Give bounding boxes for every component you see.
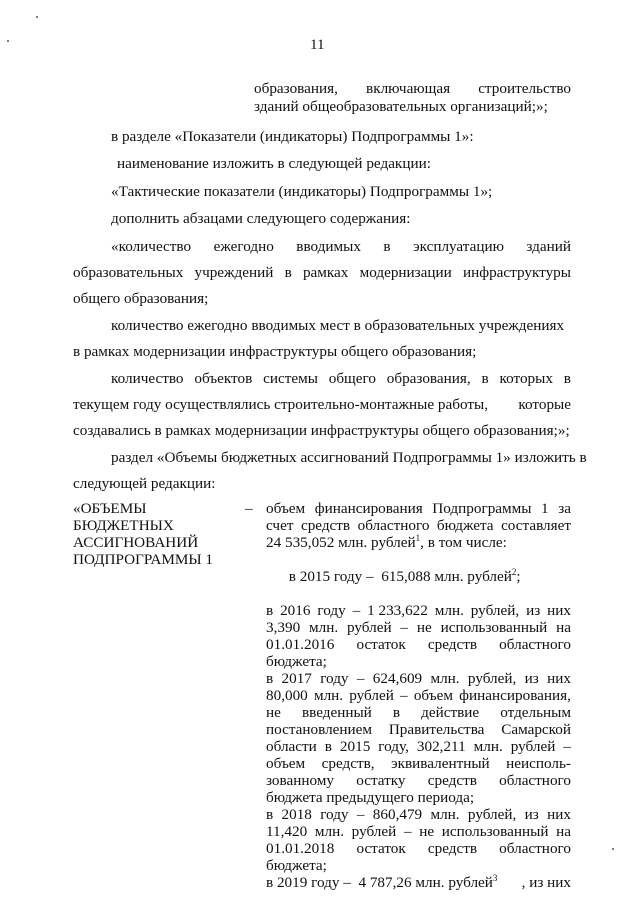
paragraph-line: «количество ежегодно вводимых в эксплуатацию зданий [111,238,571,255]
scan-speck [36,16,38,18]
right-line: 01.01.2016 остаток средств областного [266,636,571,653]
right-line: бюджета предыдущего периода; [266,789,475,806]
table-left-label: «ОБЪЕМЫ БЮДЖЕТНЫХ АССИГНОВАНИЙ ПОДПРОГРАММЫ 1 [73,500,214,568]
right-line: зованному остатку средств областного [266,772,571,789]
right-line: бюджета; [266,653,327,670]
right-line: 24 535,052 млн. рублей$^1$, в том числе: [266,532,507,551]
paragraph-line: создавались в рамках модернизации инфраструктуры общего образования;»; [73,422,570,439]
right-line: счет средств областного бюджета составляет [266,517,571,534]
right-line: в 2019 году – 4 787,26 млн. рублей$^3$ , из них [266,872,571,891]
right-line: постановлением Правительства Самарской [266,721,571,738]
right-line: в 2018 году – 860,479 млн. рублей, из них [266,806,571,823]
paragraph: в разделе «Показатели (индикаторы) Подпрограммы 1»: [111,128,474,145]
continuation-line-2: зданий общеобразовательных организаций;»; [254,98,548,115]
paragraph: наименование изложить в следующей редакции: [117,155,431,172]
paragraph-line: общего образования; [73,290,209,307]
paragraph-line: раздел «Объемы бюджетных ассигнований Подпрограммы 1» изложить в [111,449,587,466]
right-line: 11,420 млн. рублей – не использованный на [266,823,571,840]
paragraph: дополнить абзацами следующего содержания: [111,210,411,227]
right-line: бюджета; [266,857,327,874]
table-right-column [266,500,571,891]
paragraph-line: в рамках модернизации инфраструктуры общего образования; [73,343,477,360]
scan-speck [612,848,614,850]
right-line: в 2015 году – 615,088 млн. рублей$^2$; [288,566,521,585]
paragraph-line: следующей редакции: [73,475,216,492]
continuation-line-1: образования, включающая строительство [254,80,571,97]
footnote-mark: 2 [511,566,517,577]
right-line: в 2016 году – 1 233,622 млн. рублей, из них [266,602,571,619]
right-line: 3,390 млн. рублей – не использованный на [266,619,571,636]
table-dash: – [245,500,253,517]
right-line: 01.01.2018 остаток средств областного [266,840,571,857]
scan-speck [7,40,9,42]
right-line: 80,000 млн. рублей – объем финансирования, [266,687,571,704]
right-line: в 2017 году – 624,609 млн. рублей, из них [266,670,571,687]
right-line: объем финансирования Подпрограммы 1 за [266,500,571,517]
right-line: объем средств, эквивалентный неисполь- [266,755,571,772]
page-number: 11 [310,36,325,53]
paragraph-line: образовательных учреждений в рамках модернизации инфраструктуры [73,264,571,281]
footnote-mark: 1 [415,532,421,543]
paragraph-line: количество объектов системы общего образования, в которых в [111,370,571,387]
right-line: не введенный в действие отдельным [266,704,571,721]
footnote-mark: 3 [492,872,498,883]
paragraph: «Тактические показатели (индикаторы) Подпрограммы 1»; [111,183,493,200]
paragraph-line: количество ежегодно вводимых мест в образовательных учреждениях [111,317,565,334]
right-line: области в 2015 году, 302,211 млн. рублей – [266,738,571,755]
paragraph-line: текущем году осуществлялись строительно-монтажные работы, которые [73,396,571,413]
